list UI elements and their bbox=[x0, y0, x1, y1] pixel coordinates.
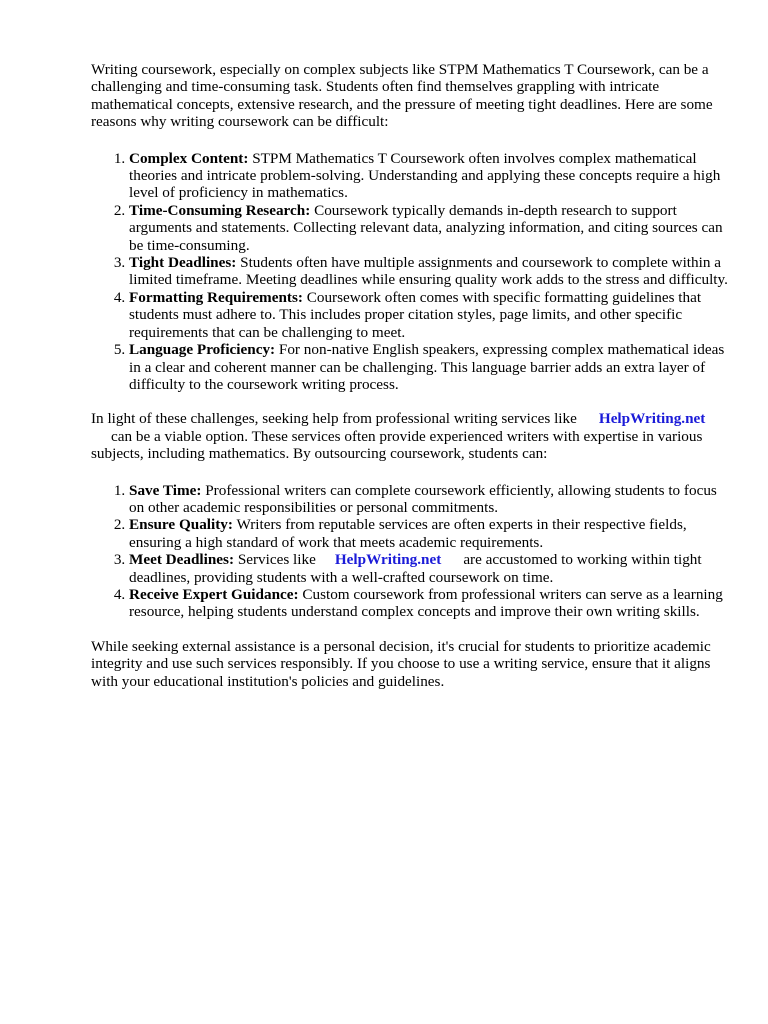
list-item bbox=[129, 202, 731, 254]
list-item-text: Custom coursework from professional writers can serve as a learning resource, helping students understand complex concepts and improve their own writing skills. bbox=[129, 585, 723, 621]
help-text-after-link: can be a viable option. These services often provide experienced writers with expertise in various subjects, including mathematics. By outsourcing coursework, students can: bbox=[91, 427, 703, 463]
document-page bbox=[91, 61, 731, 690]
list-item-title: Meet Deadlines: bbox=[129, 551, 235, 569]
list-item-title: Save Time: bbox=[129, 481, 202, 499]
helpwriting-link[interactable]: HelpWriting.net bbox=[334, 551, 442, 569]
list-item-text: Writers from reputable services are often experts in their respective fields, ensuring a high standard of work that meets academic requirements. bbox=[129, 516, 687, 551]
list-item-text: Coursework often comes with specific formatting guidelines that students must adhere to. This includes proper citation styles, page limits, and other specific requirements that can be challenging to meet. bbox=[129, 288, 702, 341]
list-item bbox=[129, 516, 731, 551]
list-item bbox=[129, 341, 731, 393]
difficulties-list bbox=[91, 150, 731, 394]
list-item-text: Professional writers can complete coursework efficiently, allowing students to focus on other academic responsibilities or personal commitments. bbox=[129, 481, 717, 516]
list-item-title: Tight Deadlines: bbox=[129, 254, 237, 272]
list-item-text: are accustomed to working within tight deadlines, providing students with a well-crafted coursework on time. bbox=[129, 551, 702, 586]
list-item-title: Time-Consuming Research: bbox=[129, 201, 311, 219]
list-item-title: Receive Expert Guidance: bbox=[129, 585, 299, 603]
help-paragraph bbox=[91, 410, 731, 462]
list-item bbox=[129, 150, 731, 202]
list-item-text-before-link: Services like bbox=[237, 551, 316, 569]
list-item bbox=[129, 586, 731, 621]
list-item-title: Ensure Quality: bbox=[129, 516, 233, 534]
closing-paragraph: While seeking external assistance is a personal decision, it's crucial for students to prioritize academic integrity and use such services responsibly. If you choose to use a writing service, ensure that it aligns with your educational institution's policies and guidelines. bbox=[91, 637, 711, 690]
benefits-list bbox=[91, 482, 731, 621]
list-item-title: Formatting Requirements: bbox=[129, 288, 303, 306]
list-item bbox=[129, 482, 731, 517]
list-item-title: Complex Content: bbox=[129, 149, 249, 167]
list-item-text: For non-native English speakers, expressing complex mathematical ideas in a clear and coherent manner can be challenging. This language barrier adds an extra layer of difficulty to the coursework writing process. bbox=[129, 341, 725, 393]
list-item bbox=[129, 254, 731, 289]
intro-paragraph: Writing coursework, especially on complex subjects like STPM Mathematics T Coursework, can be a challenging and time-consuming task. Students often find themselves grappling with intricate mathematical concepts, extensive research, and the pressure of meeting tight deadlines. Here are some reasons why writing coursework can be difficult: bbox=[91, 61, 713, 131]
list-item-text: Students often have multiple assignments and coursework to complete within a limited timeframe. Meeting deadlines while ensuring quality work adds to the stress and difficulty. bbox=[129, 254, 728, 289]
help-text-before-link: In light of these challenges, seeking help from professional writing services like bbox=[91, 410, 577, 428]
list-item bbox=[129, 551, 731, 586]
helpwriting-link[interactable]: HelpWriting.net bbox=[598, 410, 706, 428]
list-item-title: Language Proficiency: bbox=[129, 341, 276, 359]
list-item-text: Coursework typically demands in-depth research to support arguments and statements. Collecting relevant data, analyzing information, and citing sources can be time-consuming. bbox=[129, 201, 723, 254]
list-item bbox=[129, 289, 731, 341]
list-item-text: STPM Mathematics T Coursework often involves complex mathematical theories and intricate problem-solving. Understanding and applying these concepts require a high level of proficiency in mathematics. bbox=[129, 149, 721, 202]
